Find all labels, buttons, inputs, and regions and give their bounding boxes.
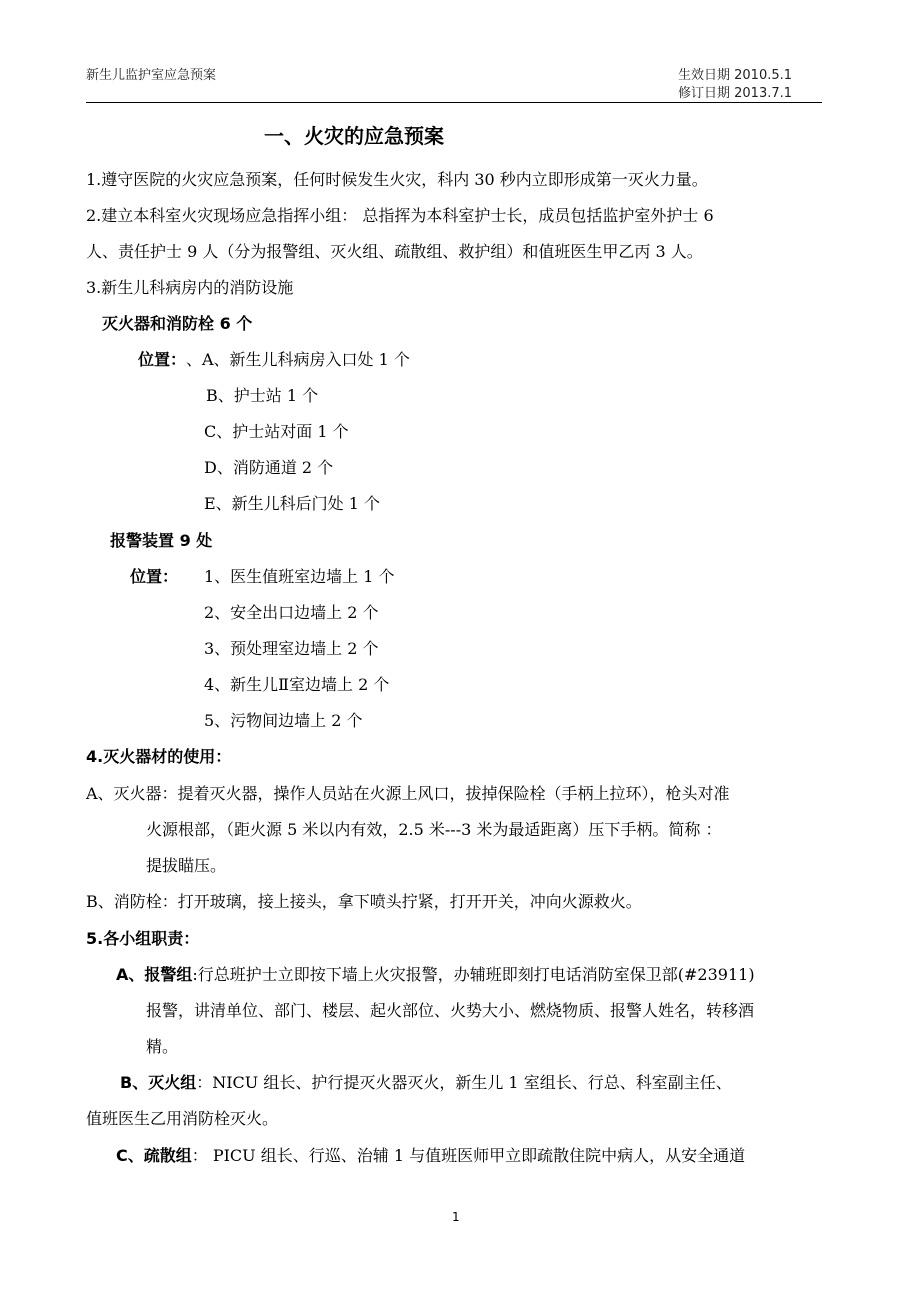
extinguisher-heading: 灭火器和消防栓 6 个 [102,314,253,333]
alarm-item: 3、预处理室边墙上 2 个 [204,639,379,658]
paragraph-2-line-2: 人、责任护士 9 人（分为报警组、灭火组、疏散组、救护组）和值班医生甲乙丙 3 人。 [86,242,703,261]
evacuation-group-line-1 [116,1146,745,1166]
fire-group-line-2: 值班医生乙用消防栓灭火。 [86,1109,279,1128]
extinguisher-item: B、护士站 1 个 [206,386,319,405]
alarm-heading: 报警装置 9 处 [110,531,213,550]
alarm-item: 2、安全出口边墙上 2 个 [204,603,379,622]
extinguisher-item: E、新生儿科后门处 1 个 [204,494,381,513]
extinguisher-usage-line-3: 提拔瞄压。 [146,856,227,875]
header-rule [86,102,822,103]
section-4-heading: 4.灭火器材的使用： [86,747,232,766]
extinguisher-position-label: 位置： [138,350,187,369]
header-doc-title: 新生儿监护室应急预案 [86,68,217,83]
paragraph-3: 3.新生儿科病房内的消防设施 [86,278,294,297]
alarm-group-label: A、报警组 [116,965,193,984]
alarm-item: 5、污物间边墙上 2 个 [204,711,363,730]
header-effective-date: 生效日期 2010.5.1 [678,68,793,83]
evacuation-group-text: ： PICU 组长、行巡、治辅 1 与值班医师甲立即疏散住院中病人，从安全通道 [191,1146,746,1165]
paragraph-1: 1.遵守医院的火灾应急预案，任何时候发生火灾，科内 30 秒内立即形成第一灭火力量。 [86,170,708,189]
fire-group-line-1 [120,1073,732,1093]
extinguisher-item: 、A、新生儿科病房入口处 1 个 [186,350,410,369]
extinguisher-item: D、消防通道 2 个 [204,458,334,477]
alarm-group-text: :行总班护士立即按下墙上火灾报警，办辅班即刻打电话消防室保卫部(#23911) [192,965,755,984]
header-revised-date: 修订日期 2013.7.1 [678,86,793,101]
alarm-group-line-3: 精。 [146,1037,179,1056]
extinguisher-item: C、护士站对面 1 个 [204,422,349,441]
hydrant-usage: B、消防栓：打开玻璃，接上接头，拿下喷头拧紧，打开开关，冲向火源救火。 [86,892,642,911]
fire-group-label: B、灭火组 [120,1073,197,1092]
extinguisher-usage-line-2: 火源根部，（距火源 5 米以内有效，2.5 米---3 米为最适距离）压下手柄。简称 ： [146,820,722,839]
alarm-group-line-1 [116,965,755,985]
paragraph-2-line-1: 2.建立本科室火灾现场应急指挥小组： 总指挥为本科室护士长，成员包括监护室外护士 6 [86,206,714,225]
evacuation-group-label: C、疏散组 [116,1146,192,1165]
page-title: 一、火灾的应急预案 [264,124,444,148]
alarm-item: 4、新生儿Ⅱ室边墙上 2 个 [204,675,390,694]
fire-group-text: ：NICU 组长、护行提灭火器灭火，新生儿 1 室组长、行总、科室副主任、 [196,1073,732,1092]
page-number: 1 [452,1210,460,1224]
section-5-heading: 5.各小组职责： [86,929,200,948]
alarm-item: 1、医生值班室边墙上 1 个 [204,567,395,586]
alarm-position-label: 位置： [130,567,179,586]
extinguisher-usage-line-1: A、灭火器：提着灭火器，操作人员站在火源上风口，拔掉保险栓（手柄上拉环），枪头对准 [86,784,730,803]
alarm-group-line-2: 报警，讲清单位、部门、楼层、起火部位、火势大小、燃烧物质、报警人姓名，转移酒 [146,1001,755,1020]
